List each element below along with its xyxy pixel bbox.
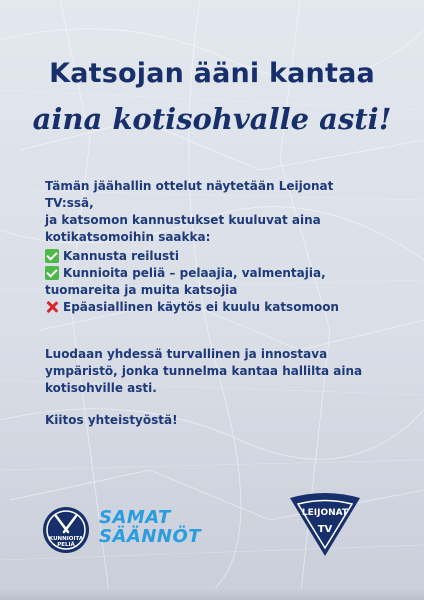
samat-text: SAMAT [99, 507, 171, 528]
samat-saannot-logo [99, 508, 201, 546]
rule-item [45, 248, 385, 265]
closing-line: kotisohville asti. [45, 381, 157, 395]
leijonat-tv-logo [286, 492, 364, 560]
closing-paragraph [45, 346, 385, 397]
saannot-text: SÄÄNNÖT [99, 526, 202, 547]
rule-text: Kannusta reilusti [63, 249, 179, 263]
intro-line: ja katsomon kannustukset kuuluvat aina [45, 213, 321, 227]
rules-list [45, 248, 385, 316]
headline: Katsojan ääni kantaa [49, 58, 375, 89]
rule-text: Kunnioita peliä – pelaajia, valmentajia, [63, 266, 326, 280]
intro-paragraph [45, 178, 385, 246]
rule-item [45, 265, 385, 299]
thanks-text: Kiitos yhteistyöstä! [45, 413, 178, 427]
closing-line: ympäristö, jonka tunnelma kantaa hallilta aina [45, 364, 363, 378]
subline-script: aina kotisohvalle asti! [32, 102, 392, 136]
closing-line: Luodaan yhdessä turvallinen ja innostava [45, 347, 328, 361]
check-icon [45, 266, 59, 280]
check-icon [45, 249, 59, 263]
leijonat-text: LEIJONAT [301, 508, 349, 518]
intro-line: Tämän jäähallin ottelut näytetään Leijonat TV:ssä, [45, 179, 334, 210]
cross-icon [45, 300, 59, 314]
rule-text: tuomareita ja muita katsojia [45, 283, 238, 297]
kunnioita-pelia-logo [42, 506, 90, 554]
kunnioita-text-1: KUNNIOITA [48, 536, 84, 542]
intro-line: kotikatsomoihin saakka: [45, 230, 211, 244]
rule-text: Epäasiallinen käytös ei kuulu katsomoon [63, 300, 339, 314]
bottom-border [0, 588, 424, 600]
tv-text: TV [317, 524, 333, 535]
kunnioita-text-2: PELIÄ [57, 542, 75, 548]
rule-item [45, 299, 385, 316]
